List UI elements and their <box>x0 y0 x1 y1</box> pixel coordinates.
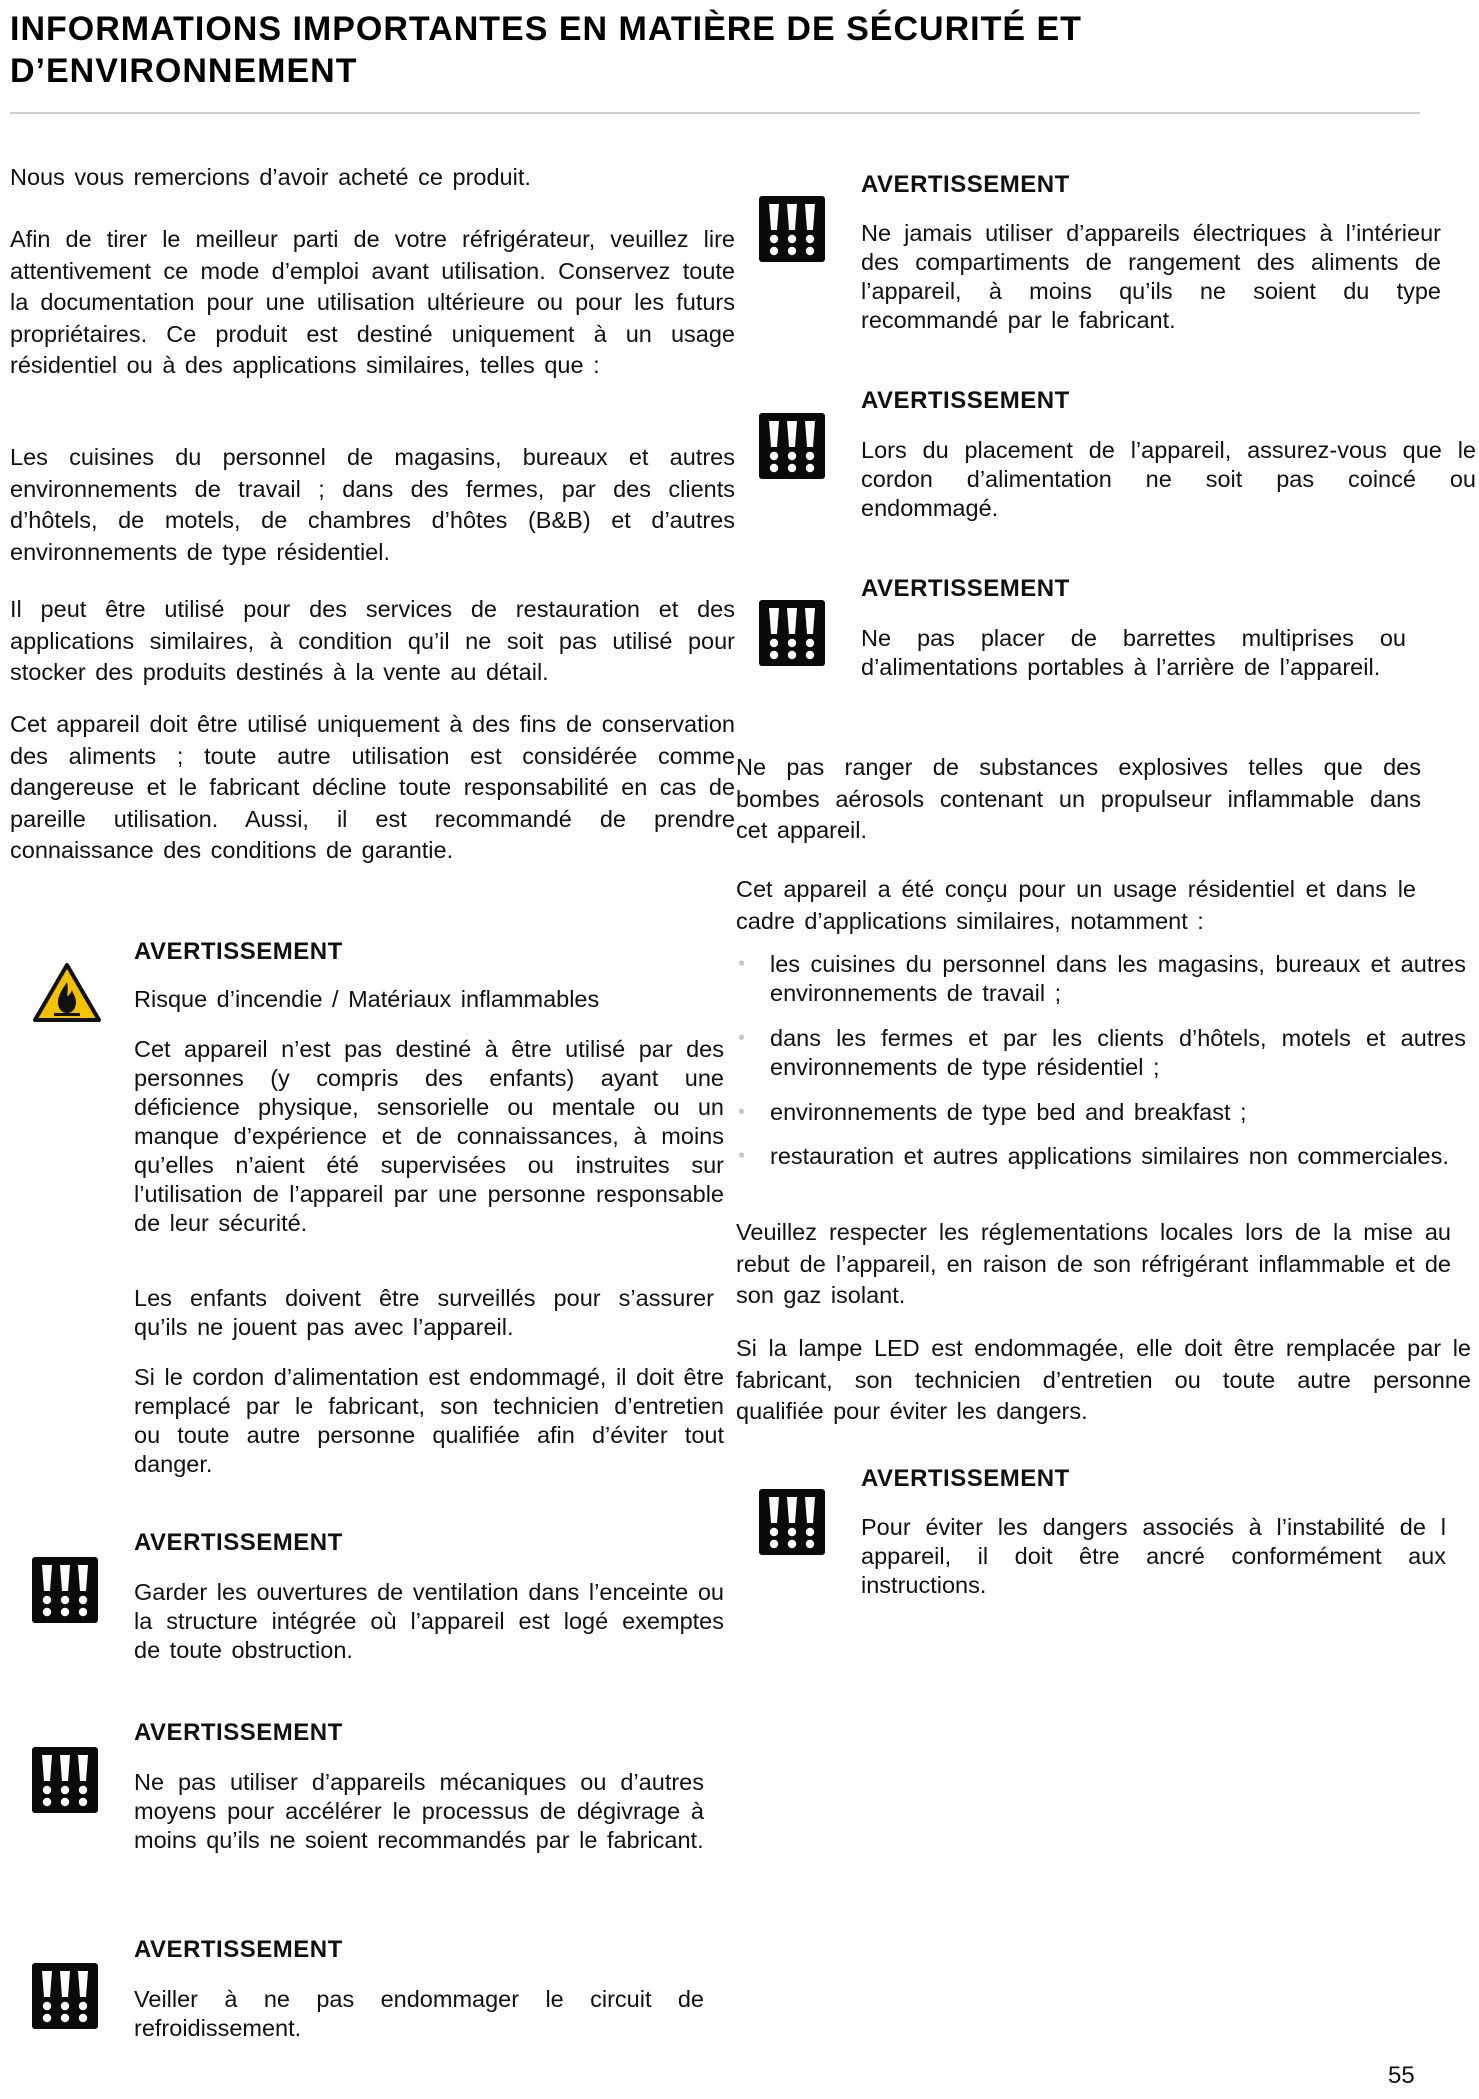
list-item: • dans les fermes et par les clients d’hôtels, motels et autres environnements de type résidentiel ; <box>738 1025 1466 1080</box>
bullet-icon: • <box>738 1101 746 1123</box>
bullet-icon: • <box>738 1027 746 1049</box>
fire-warning-subtitle: Risque d’incendie / Matériaux inflammables <box>134 986 600 1012</box>
power-strip-warning-text: Ne pas placer de barrettes multiprises ou d’alimentations portables à l’arrière de l’appareil. <box>861 625 1406 680</box>
led-lamp-paragraph: Si la lampe LED est endommagée, elle doit être remplacée par le fabricant, son technicien d’entretien ou toute autre personne qualifiée pour éviter les dangers. <box>736 1335 1471 1424</box>
cord-warning-heading: AVERTISSEMENT <box>861 387 1070 414</box>
defrost-warning-text: Ne pas utiliser d’appareils mécaniques ou d’autres moyens pour accélérer le processus de dégivrage à moins qu’ils ne soient recommandés par le fabricant. <box>134 1769 704 1853</box>
electrical-warning-heading: AVERTISSEMENT <box>861 171 1070 198</box>
cooling-circuit-warning-text: Veiller à ne pas endommager le circuit de refroidissement. <box>134 1986 704 2041</box>
exclamation-warning-icon <box>759 196 825 262</box>
exclamation-warning-icon <box>32 1747 98 1813</box>
stability-warning-heading: AVERTISSEMENT <box>861 1465 1070 1492</box>
fire-warning-text-cord: Si le cordon d’alimentation est endommagé, il doit être remplacé par le fabricant, son technicien d’entretien ou toute autre personne qualifiée afin d’éviter tout danger. <box>134 1364 724 1477</box>
page-title: INFORMATIONS IMPORTANTES EN MATIÈRE DE SÉCURITÉ ET D’ENVIRONNEMENT <box>10 10 1082 90</box>
ventilation-warning-heading: AVERTISSEMENT <box>134 1529 343 1556</box>
defrost-warning-heading: AVERTISSEMENT <box>134 1719 343 1746</box>
exclamation-warning-icon <box>759 600 825 666</box>
power-strip-warning-heading: AVERTISSEMENT <box>861 575 1070 602</box>
electrical-warning-text: Ne jamais utiliser d’appareils électriques à l’intérieur des compartiments de rangement des aliments de l’appareil, à moins qu’ils ne soient du type recommandé par le fabricant. <box>861 220 1441 333</box>
explosive-substances-paragraph: Ne pas ranger de substances explosives telles que des bombes aérosols contenant un propulseur inflammable dans cet appareil. <box>736 754 1421 843</box>
title-divider <box>10 112 1420 114</box>
ventilation-warning-text: Garder les ouvertures de ventilation dans l’enceinte ou la structure intégrée où l’appareil est logé exemptes de toute obstruction. <box>134 1579 724 1663</box>
exclamation-warning-icon <box>32 1963 98 2029</box>
cooling-circuit-warning-heading: AVERTISSEMENT <box>134 1936 343 1963</box>
fire-hazard-icon <box>32 962 102 1024</box>
usage-paragraph: Les cuisines du personnel de magasins, bureaux et autres environnements de travail ; dans des fermes, par des clients d’hôtels, de motels, de chambres d’hôtes (B&B) et d’autres environnements de type résidentiel. <box>10 444 735 565</box>
residential-usage-paragraph: Cet appareil a été conçu pour un usage résidentiel et dans le cadre d’applications similaires, notamment : <box>736 876 1416 934</box>
fire-warning-text-children: Les enfants doivent être surveillés pour s’assurer qu’ils ne jouent pas avec l’appareil. <box>134 1285 714 1340</box>
disposal-paragraph: Veuillez respecter les réglementations locales lors de la mise au rebut de l’appareil, en raison de son réfrigérant inflammable et de son gaz isolant. <box>736 1219 1451 1308</box>
bullet-icon: • <box>738 1145 746 1167</box>
exclamation-warning-icon <box>759 413 825 479</box>
stability-warning-text: Pour éviter les dangers associés à l’instabilité de l appareil, il doit être ancré conformément aux instructions. <box>861 1514 1446 1598</box>
exclamation-warning-icon <box>32 1557 98 1623</box>
list-item: • restauration et autres applications similaires non commerciales. <box>738 1143 1449 1169</box>
bullet-icon: • <box>738 953 746 975</box>
fire-warning-text-supervision: Cet appareil n’est pas destiné à être utilisé par des personnes (y compris des enfants) ayant une déficience physique, sensorielle ou mentale ou un manque d’expérience et de connaissances, à moins qu’elles n’aient été supervisées ou instruites sur l’utilisation de l’appareil par une personne responsable de leur sécurité. <box>134 1036 724 1236</box>
intro-paragraph: Afin de tirer le meilleur parti de votre réfrigérateur, veuillez lire attentivement ce mode d’emploi avant utilisation. Conservez toute la documentation pour une utilisation ultérieure ou pour les futurs propriétaires. Ce produit est destiné uniquement à un usage résidentiel ou à des applications similaires, telles que : <box>10 226 735 378</box>
list-item: • environnements de type bed and breakfast ; <box>738 1099 1247 1125</box>
cord-warning-text: Lors du placement de l’appareil, assurez-vous que le cordon d’alimentation ne soit pas coincé ou endommagé. <box>861 437 1476 521</box>
page-number: 55 <box>1388 2062 1415 2089</box>
conservation-paragraph: Cet appareil doit être utilisé uniquement à des fins de conservation des aliments ; toute autre utilisation est considérée comme dangereuse et le fabricant décline toute responsabilité en cas de pareille utilisation. Aussi, il est recommandé de prendre connaissance des conditions de garantie. <box>10 711 735 863</box>
restauration-paragraph: Il peut être utilisé pour des services de restauration et des applications similaires, à condition qu’il ne soit pas utilisé pour stocker des produits destinés à la vente au détail. <box>10 596 735 685</box>
exclamation-warning-icon <box>759 1489 825 1555</box>
intro-thanks: Nous vous remercions d’avoir acheté ce produit. <box>10 164 531 190</box>
usage-bullet-list <box>736 950 1466 1171</box>
list-item: • les cuisines du personnel dans les magasins, bureaux et autres environnements de travail ; <box>738 951 1466 1006</box>
fire-warning-heading: AVERTISSEMENT <box>134 938 343 965</box>
